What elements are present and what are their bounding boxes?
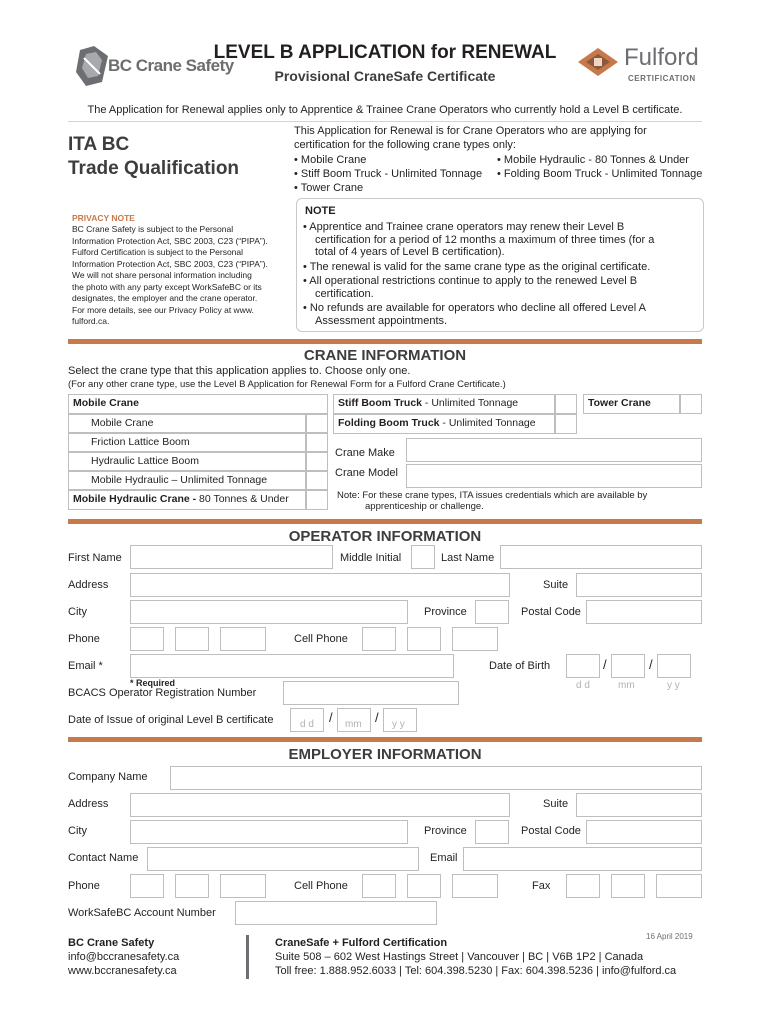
crane-model-input[interactable] bbox=[406, 464, 702, 488]
bc-logo-text: BC Crane Safety bbox=[108, 56, 234, 75]
footer-contact: Toll free: 1.888.952.6033 | Tel: 604.398.5230 | Fax: 604.398.5236 | info@fulford.ca bbox=[275, 965, 677, 977]
folding-boom-checkbox[interactable] bbox=[555, 414, 577, 434]
note-item: certification. bbox=[315, 287, 374, 300]
fulford-logo-subtext: CERTIFICATION bbox=[628, 74, 696, 83]
footer-bc-web[interactable]: www.bccranesafety.ca bbox=[68, 965, 177, 977]
worksafebc-input[interactable] bbox=[235, 901, 437, 925]
applies-line-1: This Application for Renewal is for Crane Operators who are applying for bbox=[294, 125, 647, 137]
mobile-crane-option[interactable]: Mobile Crane bbox=[68, 414, 306, 433]
fulford-logo bbox=[576, 44, 706, 88]
address-input[interactable] bbox=[130, 573, 510, 597]
stiff-boom-bold: Stiff Boom Truck bbox=[338, 397, 423, 409]
issue-month-hint: mm bbox=[345, 719, 362, 730]
email-label: Email * bbox=[68, 660, 103, 672]
ita-subtitle: Trade Qualification bbox=[68, 158, 240, 179]
mobile-crane-option[interactable]: Hydraulic Lattice Boom bbox=[68, 452, 306, 471]
employer-email-label: Email bbox=[430, 852, 458, 864]
footer-date: 16 April 2019 bbox=[646, 932, 693, 941]
mobile-crane-checkbox[interactable] bbox=[306, 433, 328, 452]
mobile-crane-checkbox[interactable] bbox=[306, 414, 328, 433]
city-input[interactable] bbox=[130, 600, 408, 624]
postal-code-label: Postal Code bbox=[521, 606, 581, 618]
employer-suite-label: Suite bbox=[543, 798, 569, 810]
company-name-input[interactable] bbox=[170, 766, 702, 790]
note-item: • Apprentice and Trainee crane operators may renew their Level B bbox=[303, 221, 625, 233]
mobile-hydraulic-80-rest: 80 Tonnes & Under bbox=[199, 493, 289, 505]
operator-section-bar bbox=[68, 519, 702, 524]
dob-month-input[interactable] bbox=[611, 654, 645, 678]
employer-phone-line[interactable] bbox=[220, 874, 266, 898]
privacy-line: Fulford Certification is subject to the Personal bbox=[72, 247, 244, 257]
intro-text: The Application for Renewal applies only to Apprentice & Trainee Crane Operators who currently hold a Level B certificate. bbox=[87, 104, 683, 116]
applies-list-item: • Mobile Hydraulic - 80 Tonnes & Under bbox=[497, 154, 689, 166]
employer-postal-label: Postal Code bbox=[521, 825, 581, 837]
middle-initial-label: Middle Initial bbox=[340, 552, 402, 564]
note-item: Assessment appointments. bbox=[315, 314, 448, 327]
applies-line-2: certification for the following crane types only: bbox=[294, 139, 516, 151]
crane-instruction-sub: (For any other crane type, use the Level B Application for Renewal Form for a Fulford Crane Certificate.) bbox=[68, 379, 506, 390]
note-box bbox=[296, 198, 704, 332]
cell-line-input[interactable] bbox=[452, 627, 498, 651]
required-note: * Required bbox=[130, 678, 176, 688]
note-item: total of 4 years of Level B certification). bbox=[315, 246, 505, 258]
tower-crane-option[interactable]: Tower Crane bbox=[583, 394, 680, 414]
issue-year-hint: y y bbox=[392, 719, 405, 730]
applies-list-item: • Folding Boom Truck - Unlimited Tonnage bbox=[497, 168, 703, 180]
last-name-input[interactable] bbox=[500, 545, 702, 569]
applies-list-item: • Tower Crane bbox=[294, 182, 364, 194]
operator-heading: OPERATOR INFORMATION bbox=[288, 528, 482, 545]
privacy-note bbox=[72, 212, 292, 328]
crane-section-bar bbox=[68, 339, 702, 344]
applies-list-item: • Mobile Crane bbox=[294, 154, 367, 166]
privacy-title: PRIVACY NOTE bbox=[72, 213, 135, 223]
bcacs-input[interactable] bbox=[283, 681, 459, 705]
crane-note: Note: For these crane types, ITA issues credentials which are available by bbox=[337, 490, 648, 501]
dob-day-hint: d d bbox=[576, 680, 590, 691]
mobile-crane-header: Mobile Crane bbox=[68, 394, 328, 414]
privacy-line: BC Crane Safety is subject to the Personal bbox=[72, 224, 234, 234]
employer-cell-line[interactable] bbox=[452, 874, 498, 898]
first-name-input[interactable] bbox=[130, 545, 333, 569]
header-divider bbox=[68, 121, 702, 122]
mobile-hydraulic-80-bold: Mobile Hydraulic Crane - bbox=[73, 493, 200, 505]
employer-heading: EMPLOYER INFORMATION bbox=[288, 746, 482, 763]
ita-title: ITA BC bbox=[68, 134, 130, 155]
suite-input[interactable] bbox=[576, 573, 702, 597]
employer-fax-label: Fax bbox=[532, 880, 551, 892]
employer-province-input[interactable] bbox=[475, 820, 509, 844]
first-name-label: First Name bbox=[68, 552, 122, 564]
dob-month-hint: mm bbox=[618, 680, 635, 691]
folding-boom-bold: Folding Boom Truck bbox=[338, 417, 440, 429]
suite-label: Suite bbox=[543, 579, 569, 591]
privacy-line: designates, the employer and the crane operator. bbox=[72, 293, 258, 303]
crane-make-label: Crane Make bbox=[335, 447, 395, 459]
email-input[interactable] bbox=[130, 654, 454, 678]
privacy-line: fulford.ca. bbox=[72, 316, 110, 326]
note-title: NOTE bbox=[305, 205, 336, 217]
dob-year-hint: y y bbox=[667, 680, 680, 691]
crane-heading: CRANE INFORMATION bbox=[303, 347, 467, 364]
employer-email-input[interactable] bbox=[463, 847, 702, 871]
phone-prefix-input[interactable] bbox=[175, 627, 209, 651]
employer-address-label: Address bbox=[68, 798, 109, 810]
employer-phone-prefix[interactable] bbox=[175, 874, 209, 898]
privacy-line: Information Protection Act, SBC 2003, C23 (“PIPA”). bbox=[72, 235, 268, 246]
employer-city-label: City bbox=[68, 825, 87, 837]
note-item: • No refunds are available for operators who decline all offered Level A bbox=[303, 302, 647, 314]
stiff-boom-option[interactable] bbox=[333, 394, 555, 414]
employer-phone-area[interactable] bbox=[130, 874, 164, 898]
dob-slash: / bbox=[649, 657, 653, 672]
mobile-crane-option[interactable]: Mobile Hydraulic – Unlimited Tonnage bbox=[68, 471, 306, 490]
stiff-boom-checkbox[interactable] bbox=[555, 394, 577, 414]
company-name-label: Company Name bbox=[68, 771, 148, 783]
crane-logo-icon bbox=[72, 44, 112, 88]
dob-slash: / bbox=[603, 657, 607, 672]
folding-boom-option[interactable] bbox=[333, 414, 555, 434]
phone-area-input[interactable] bbox=[130, 627, 164, 651]
footer-address: Suite 508 – 602 West Hastings Street | Vancouver | BC | V6B 1P2 | Canada bbox=[275, 951, 644, 963]
dob-day-input[interactable] bbox=[566, 654, 600, 678]
dob-year-input[interactable] bbox=[657, 654, 691, 678]
employer-fax-prefix[interactable] bbox=[611, 874, 645, 898]
mobile-hydraulic-80-checkbox[interactable] bbox=[306, 490, 328, 510]
page-subtitle: Provisional CraneSafe Certificate bbox=[274, 68, 496, 84]
fulford-logo-text: Fulford bbox=[624, 44, 699, 71]
note-item: • The renewal is valid for the same crane type as the original certificate. bbox=[303, 260, 651, 273]
employer-suite-input[interactable] bbox=[576, 793, 702, 817]
employer-city-input[interactable] bbox=[130, 820, 408, 844]
tower-crane-checkbox[interactable] bbox=[680, 394, 702, 414]
phone-label: Phone bbox=[68, 633, 100, 645]
last-name-label: Last Name bbox=[441, 552, 495, 564]
issue-slash: / bbox=[329, 710, 333, 725]
phone-line-input[interactable] bbox=[220, 627, 266, 651]
cell-area-input[interactable] bbox=[362, 627, 396, 651]
mobile-crane-checkbox[interactable] bbox=[306, 452, 328, 471]
crane-make-input[interactable] bbox=[406, 438, 702, 462]
worksafebc-label: WorkSafeBC Account Number bbox=[68, 907, 216, 919]
postal-code-input[interactable] bbox=[586, 600, 702, 624]
employer-province-label: Province bbox=[424, 825, 467, 837]
fulford-mark-icon bbox=[576, 44, 620, 84]
privacy-line: the photo with any party except WorkSafeBC or its bbox=[72, 281, 262, 292]
province-label: Province bbox=[424, 606, 467, 618]
footer-bc-name: BC Crane Safety bbox=[68, 937, 155, 949]
issue-date-label: Date of Issue of original Level B certificate bbox=[68, 714, 274, 726]
issue-day-hint: d d bbox=[300, 719, 314, 730]
note-item: • All operational restrictions continue to apply to the renewed Level B bbox=[303, 275, 638, 287]
page-title: LEVEL B APPLICATION for RENEWAL bbox=[213, 42, 557, 63]
privacy-line: Information Protection Act, SBC 2003, C23 (“PIPA”). bbox=[72, 258, 268, 269]
applies-list-item: • Stiff Boom Truck - Unlimited Tonnage bbox=[294, 168, 483, 180]
cell-prefix-input[interactable] bbox=[407, 627, 441, 651]
mobile-hydraulic-80-option[interactable] bbox=[68, 490, 306, 510]
employer-fax-line[interactable] bbox=[656, 874, 702, 898]
employer-cell-area[interactable] bbox=[362, 874, 396, 898]
crane-instruction: Select the crane type that this application applies to. Choose only one. bbox=[68, 365, 411, 377]
contact-name-label: Contact Name bbox=[68, 852, 139, 864]
privacy-line: We will not share personal information including bbox=[72, 270, 252, 280]
privacy-line: For more details, see our Privacy Policy at www. bbox=[72, 304, 254, 315]
middle-initial-input[interactable] bbox=[411, 545, 435, 569]
stiff-boom-rest: - Unlimited Tonnage bbox=[422, 397, 519, 409]
city-label: City bbox=[68, 606, 87, 618]
folding-boom-rest: - Unlimited Tonnage bbox=[439, 417, 536, 429]
note-item: certification for a period of 12 months a maximum of three times (for a bbox=[315, 233, 655, 246]
bcacs-label: BCACS Operator Registration Number bbox=[68, 687, 257, 699]
footer-bc-email[interactable]: info@bccranesafety.ca bbox=[68, 951, 180, 963]
contact-name-input[interactable] bbox=[147, 847, 419, 871]
employer-postal-input[interactable] bbox=[586, 820, 702, 844]
bc-crane-safety-logo bbox=[72, 44, 234, 88]
address-label: Address bbox=[68, 579, 109, 591]
cell-phone-label: Cell Phone bbox=[294, 633, 348, 645]
footer-divider bbox=[246, 935, 249, 979]
employer-fax-area[interactable] bbox=[566, 874, 600, 898]
mobile-crane-option[interactable]: Friction Lattice Boom bbox=[68, 433, 306, 452]
employer-section-bar bbox=[68, 737, 702, 742]
employer-phone-label: Phone bbox=[68, 880, 100, 892]
province-input[interactable] bbox=[475, 600, 509, 624]
issue-slash: / bbox=[375, 710, 379, 725]
employer-address-input[interactable] bbox=[130, 793, 510, 817]
crane-note-cont: apprenticeship or challenge. bbox=[365, 501, 484, 512]
mobile-crane-checkbox[interactable] bbox=[306, 471, 328, 490]
footer-cranesafe-name: CraneSafe + Fulford Certification bbox=[275, 937, 448, 949]
employer-cell-label: Cell Phone bbox=[294, 880, 348, 892]
crane-model-label: Crane Model bbox=[335, 467, 398, 479]
date-of-birth-label: Date of Birth bbox=[489, 660, 551, 672]
employer-cell-prefix[interactable] bbox=[407, 874, 441, 898]
